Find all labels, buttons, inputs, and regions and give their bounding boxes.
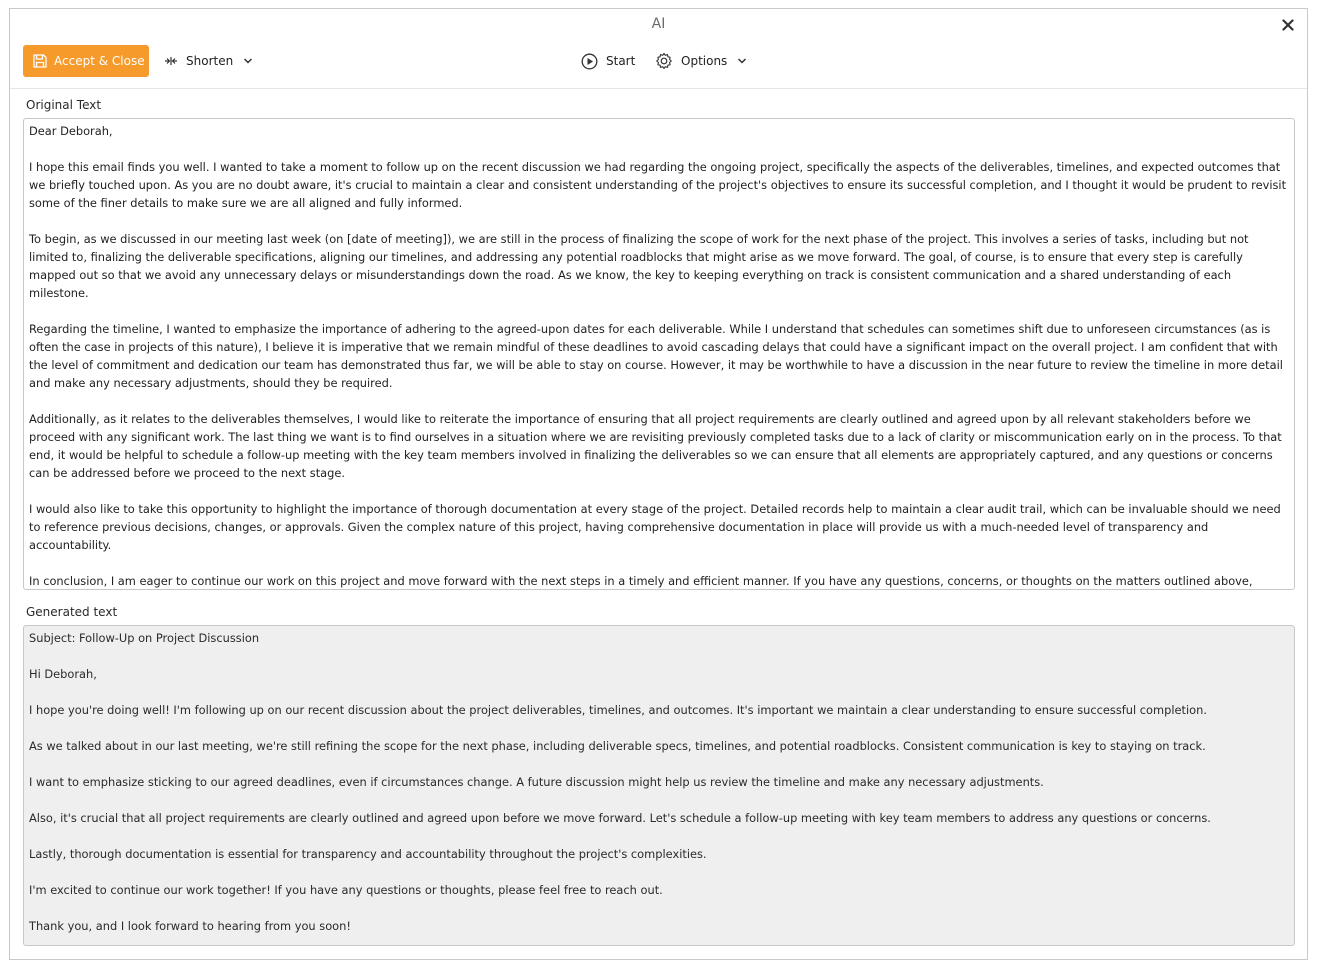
save-icon <box>32 53 48 69</box>
shorten-label: Shorten <box>186 54 234 68</box>
title-bar <box>10 9 1307 43</box>
original-paragraph: Regarding the timeline, I wanted to emphasize the importance of adhering to the agreed-upon dates for each deliverable. While I understand that schedules can sometimes shift due to unforeseen circumstances (as is often the case in projects of this nature), I believe it is imperative that we remain mindful of these deadlines to avoid cascading delays that could have a significant impact on the overall project. I am confident that with the level of commitment and dedication our team has demonstrated thus far, we will be able to stay on course. However, it may be worthwhile to have a discussion in the near future to review the timeline in more detail and make any necessary adjustments, should they be required. <box>29 322 1287 390</box>
close-icon <box>1282 19 1294 31</box>
shorten-dropdown[interactable] <box>164 45 253 77</box>
original-paragraph: Dear Deborah, <box>29 124 113 138</box>
accept-close-button[interactable] <box>23 45 149 77</box>
toolbar <box>10 45 1307 79</box>
generated-paragraph: As we talked about in our last meeting, we're still refining the scope for the next phase, including deliverable specs, timelines, and potential roadblocks. Consistent communication is key to staying on track. <box>29 739 1206 753</box>
original-text-area[interactable] <box>23 118 1295 590</box>
generated-paragraph: I hope you're doing well! I'm following up on our recent discussion about the project deliverables, timelines, and outcomes. It's important we maintain a clear understanding to ensure successful completion. <box>29 703 1207 717</box>
window-title: AI <box>651 16 666 32</box>
original-text-label: Original Text <box>26 98 102 112</box>
chevron-down-icon <box>737 56 747 66</box>
generated-text-area[interactable] <box>23 625 1295 946</box>
generated-paragraph: Also, it's crucial that all project requirements are clearly outlined and agreed upon before we move forward. Let's schedule a follow-up meeting with key team members to address any questions or concerns. <box>29 811 1211 825</box>
start-label: Start <box>606 54 636 68</box>
original-paragraph: I hope this email finds you well. I wanted to take a moment to follow up on the recent discussion we had regarding the ongoing project, specifically the aspects of the deliverables, timelines, and expected outcomes that we briefly touched upon. As you are no doubt aware, it's crucial to maintain a clear and consistent understanding of the project's objectives to ensure its successful completion, and I thought it would be prudent to revisit some of the finer details to make sure we are all aligned and fully informed. <box>29 160 1290 210</box>
original-paragraph: In conclusion, I am eager to continue our work on this project and move forward with the next steps in a timely and efficient manner. If you have any questions, concerns, or thoughts on the matters outlined above, <box>29 574 1253 588</box>
options-dropdown[interactable] <box>655 45 747 77</box>
generated-paragraph: Subject: Follow-Up on Project Discussion <box>29 631 260 645</box>
generated-paragraph: Hi Deborah, <box>29 667 97 681</box>
chevron-down-icon <box>243 56 253 66</box>
options-label: Options <box>681 54 728 68</box>
generated-paragraph: Thank you, and I look forward to hearing from you soon! <box>29 919 351 933</box>
original-paragraph: I would also like to take this opportunity to highlight the importance of thorough documentation at every stage of the project. Detailed records help to maintain a clear audit trail, which can be invaluable should we need to reference previous decisions, changes, or approvals. Given the complex nature of this project, having comprehensive documentation in place will provide us with a much-needed level of transparency and accountability. <box>29 502 1285 552</box>
generated-paragraph: I want to emphasize sticking to our agreed deadlines, even if circumstances change. A future discussion might help us review the timeline and make any necessary adjustments. <box>29 775 1044 789</box>
shorten-icon <box>164 54 178 68</box>
toolbar-divider <box>10 88 1307 89</box>
generated-text-label: Generated text <box>26 605 118 619</box>
gear-icon <box>655 52 673 70</box>
start-button[interactable] <box>581 45 635 77</box>
generated-paragraph: Lastly, thorough documentation is essential for transparency and accountability throughout the project's complexities. <box>29 847 707 861</box>
close-button[interactable] <box>1277 14 1299 36</box>
original-paragraph: Additionally, as it relates to the deliverables themselves, I would like to reiterate the importance of ensuring that all project requirements are clearly outlined and agreed upon by all relevant stakeholders before we proceed with any significant work. The last thing we want is to find ourselves in a situation where we are revisiting previously completed tasks due to a lack of clarity or miscommunication early on in the process. To that end, it would be helpful to schedule a follow-up meeting with the key team members involved in finalizing the deliverables so we can ensure that all elements are appropriately captured, and any questions or concerns can be addressed before we proceed to the next stage. <box>29 412 1286 480</box>
accept-close-label: Accept & Close <box>54 54 145 68</box>
generated-paragraph: I'm excited to continue our work together! If you have any questions or thoughts, please feel free to reach out. <box>29 883 663 897</box>
play-icon <box>581 53 598 70</box>
original-paragraph: To begin, as we discussed in our meeting last week (on [date of meeting]), we are still in the process of finalizing the scope of work for the next phase of the project. This involves a series of tasks, including but not limited to, finalizing the deliverable specifications, aligning our timelines, and addressing any potential roadblocks that might arise as we move forward. The goal, of course, is to ensure that every step is carefully mapped out so that we avoid any unnecessary delays or misunderstandings down the road. As we know, the key to keeping everything on track is consistent communication and a shared understanding of each milestone. <box>29 232 1253 300</box>
ai-dialog-window <box>9 8 1308 960</box>
